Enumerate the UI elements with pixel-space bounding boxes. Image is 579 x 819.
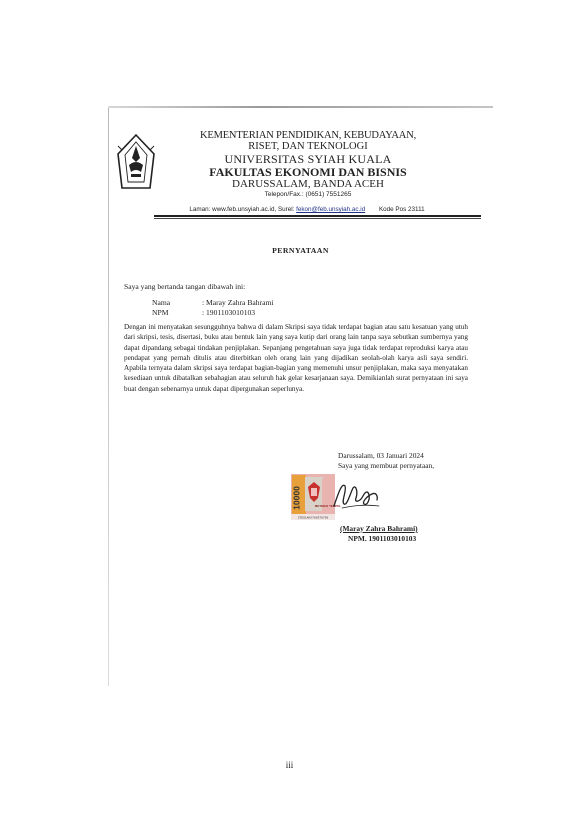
scan-edge-left [108, 108, 109, 686]
field-name-value: : Maray Zahra Bahrami [202, 298, 274, 307]
letterhead-ministry-sub: RISET, DAN TEKNOLOGI [248, 141, 368, 153]
intro-text: Saya yang bertanda tangan dibawah ini: [124, 282, 246, 291]
field-name-label: Nama [152, 298, 171, 307]
stamp-value: 10000 [291, 486, 302, 510]
place-date: Darussalam, 03 Januari 2024 [338, 451, 424, 460]
meterai-stamp [291, 474, 342, 520]
letterhead-postal-code: Kode Pos 23111 [378, 206, 425, 213]
letterhead-website: Laman: www.feb.unsyiah.ac.id, Surel: [189, 206, 295, 213]
statement-paragraph: Sepanjang pengetahuan saya juga tidak terdapat reproduksi karya atau pendapat yang pernah ditulis atau diterbitkan oleh orang lain yang dijadikan seolah-olah karya asli saya sendiri. [124, 343, 468, 362]
letterhead-faculty: FAKULTAS EKONOMI DAN BISNIS [209, 164, 407, 179]
stamp-serial: 27E01AKX780378756 [297, 516, 329, 520]
stamp-label: METERAI TEMPEL [314, 504, 342, 508]
letterhead-phone: Telepon/Fax.: (0651) 7551265 [264, 191, 352, 199]
letterhead-university: UNIVERSITAS SYIAH KUALA [224, 151, 392, 166]
field-npm-value: : 1901103010103 [202, 308, 256, 317]
scan-edge-top [108, 106, 493, 108]
field-npm-label: NPM [152, 308, 169, 317]
letterhead-ministry: KEMENTERIAN PENDIDIKAN, KEBUDAYAAN, [199, 130, 417, 141]
scanned-letter [108, 106, 493, 686]
page-number: iii [285, 760, 294, 770]
signer-name: (Maray Zahra Bahrami) [340, 524, 418, 533]
university-logo-icon [114, 132, 158, 192]
statement-paragraph: Dengan ini menyatakan sesungguhnya bahwa di dalam Skripsi saya tidak terdapat bagian atau satu kesatuan yang utuh dari skripsi, tesis, disertasi, buku atau bentuk lain yang saya kutip dari orang lain tanpa saya sebutkan sumbernya yang dapat dipandang sebagai tindakan penjiplakan. [124, 323, 468, 352]
letterhead-contact [132, 206, 482, 213]
letterhead-location: DARUSSALAM, BANDA ACEH [232, 177, 384, 190]
document-heading: PERNYATAAN [272, 246, 329, 255]
statement-paragraph: Demikianlah surat pernyataan ini saya buat dengan sebenarnya untuk dapat dipergunakan seperlunya. [124, 374, 469, 393]
handwritten-signature [332, 476, 382, 512]
statement-body [124, 322, 468, 394]
signer-npm: NPM. 1901103010103 [348, 534, 417, 543]
letterhead [168, 130, 448, 198]
signer-intro: Saya yang membuat pernyataan, [338, 461, 435, 470]
letterhead-divider-thick [154, 215, 481, 217]
statement-paragraph: Apabila ternyata dalam skripsi saya terdapat bagian-bagian yang memenuhi unsur penjiplakan, maka saya menyatakan kesediaan untuk dibatalkan sebahagian atau seluruh hak gelar kesarjanaan saya. [124, 364, 468, 383]
letterhead-email-link[interactable]: fekon@feb.unsyiah.ac.id [296, 206, 366, 213]
letterhead-divider-thin [154, 218, 481, 219]
